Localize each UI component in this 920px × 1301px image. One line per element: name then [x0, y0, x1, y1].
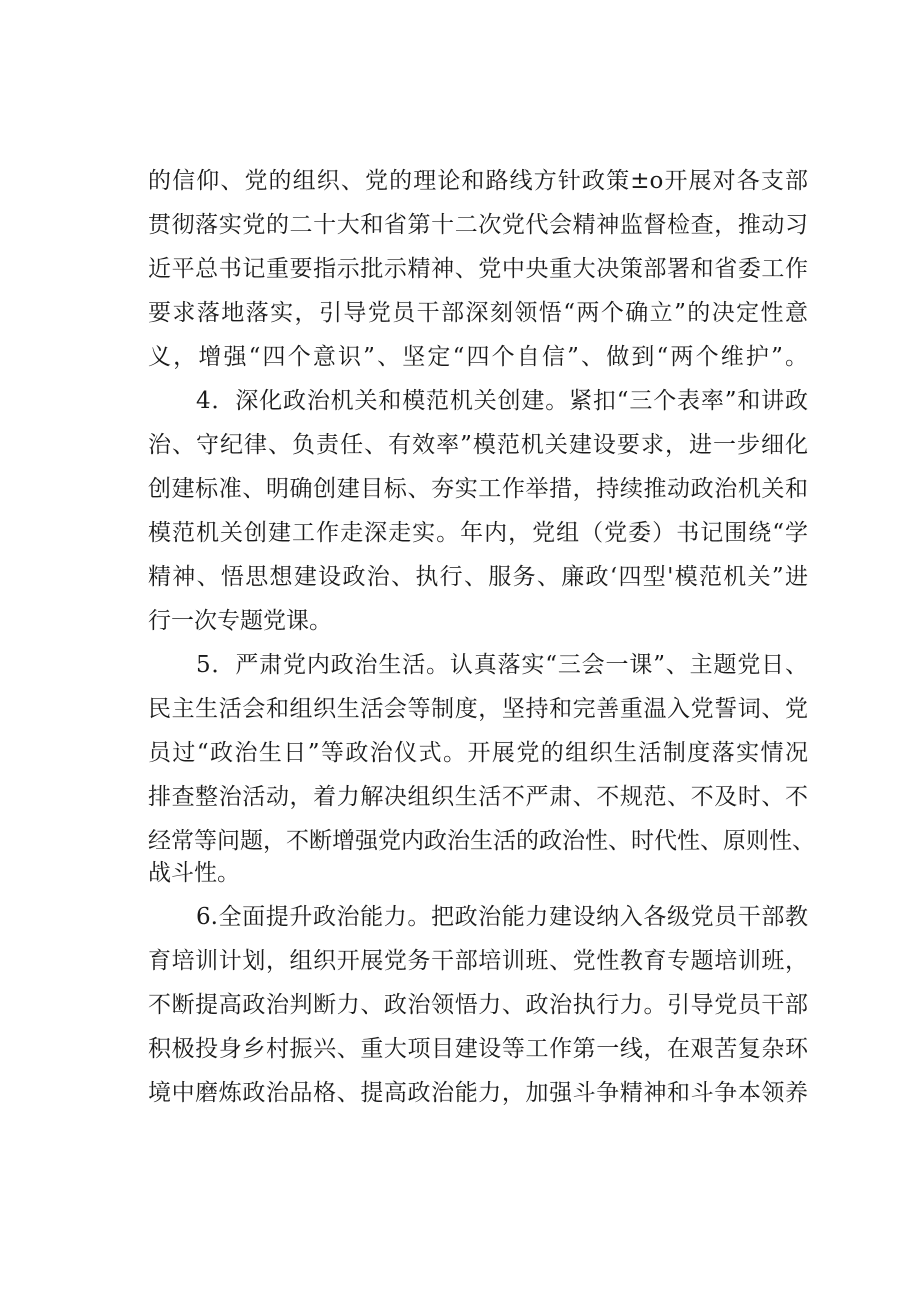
text-line: 排查整治活动，着力解决组织生活不严肃、不规范、不及时、不 — [148, 784, 808, 810]
text-line: 不断提高政治判断力、政治领悟力、政治执行力。引导党员干部 — [148, 992, 808, 1018]
text-line: 员过“政治生日”等政治仪式。开展党的组织生活制度落实情况 — [148, 740, 808, 766]
text-line: 育培训计划，组织开展党务干部培训班、党性教育专题培训班， — [148, 948, 808, 974]
text-line: 积极投身乡村振兴、重大项目建设等工作第一线，在艰苦复杂环 — [148, 1036, 808, 1062]
text-line: 境中磨炼政治品格、提高政治能力，加强斗争精神和斗争本领养 — [148, 1080, 808, 1106]
text-line: 近平总书记重要指示批示精神、党中央重大决策部署和省委工作 — [148, 256, 808, 282]
paragraph-4-heading-line: 4．深化政治机关和模范机关创建。紧扣“三个表率”和讲政 — [196, 388, 808, 414]
text-line: 行一次专题党课。 — [148, 608, 332, 634]
text-line: 创建标准、明确创建目标、夯实工作举措，持续推动政治机关和 — [148, 476, 808, 502]
text-line: 要求落地落实，引导党员干部深刻领悟“两个确立”的决定性意 — [148, 300, 808, 326]
text-line: 经常等问题，不断增强党内政治生活的政治性、时代性、原则性、 — [148, 828, 815, 854]
text-line: 贯彻落实党的二十大和省第十二次党代会精神监督检查，推动习 — [148, 212, 808, 238]
text-line: 的信仰、党的组织、党的理论和路线方针政策±o开展对各支部 — [148, 168, 808, 194]
paragraph-6-heading-line: 6.全面提升政治能力。把政治能力建设纳入各级党员干部教 — [196, 904, 808, 930]
text-line: 义，增强“四个意识”、坚定“四个自信”、做到“两个维护”。 — [148, 344, 808, 370]
text-line: 治、守纪律、负责任、有效率”模范机关建设要求，进一步细化 — [148, 432, 808, 458]
text-line: 精神、悟思想建设政治、执行、服务、廉政‘四型'模范机关”进 — [148, 564, 808, 590]
paragraph-5-heading-line: 5．严肃党内政治生活。认真落实“三会一课”、主题党日、 — [196, 652, 808, 678]
text-line: 民主生活会和组织生活会等制度，坚持和完善重温入党誓词、党 — [148, 696, 808, 722]
text-line: 战斗性。 — [148, 860, 240, 886]
text-line: 模范机关创建工作走深走实。年内，党组（党委）书记围绕“学 — [148, 520, 808, 546]
